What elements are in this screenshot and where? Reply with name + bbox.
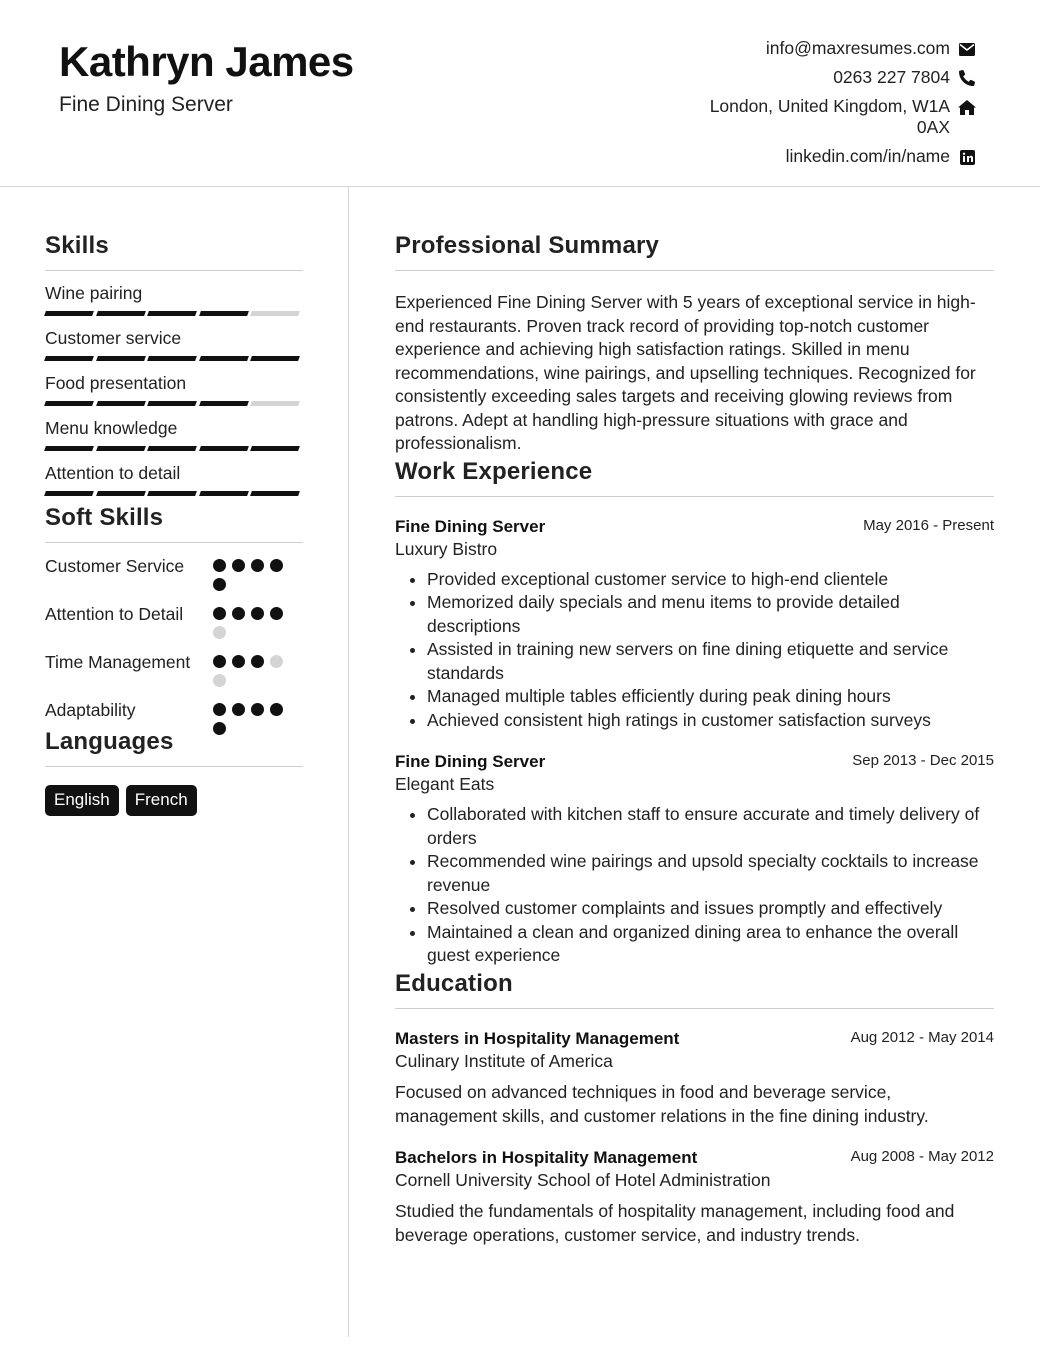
degree-name: Bachelors in Hospitality Management <box>395 1147 698 1167</box>
skill-name: Customer service <box>45 328 182 348</box>
skill-level-segment <box>199 356 248 361</box>
job-bullet: • Maintained a clean and organized dining area to enhance the overall guest experience <box>427 921 994 968</box>
job-dates: May 2016 - Present <box>863 516 994 534</box>
job-bullet: • Managed multiple tables efficiently during peak dining hours <box>427 685 994 709</box>
job-bullets <box>395 568 994 733</box>
phone-icon <box>958 69 976 87</box>
experience-list <box>395 517 994 968</box>
soft-skills-heading: Soft Skills <box>45 504 303 543</box>
contact-address <box>676 96 976 138</box>
soft-skill-row <box>45 603 303 639</box>
language-badge: French <box>126 785 197 816</box>
skill-level-segment <box>147 311 196 316</box>
skill-level-bar <box>45 356 303 361</box>
education-heading: Education <box>395 970 994 1009</box>
job-company: Elegant Eats <box>395 774 495 794</box>
rating-dot <box>232 703 245 716</box>
skill-level-segment <box>147 446 196 451</box>
candidate-name: Kathryn James <box>59 38 354 85</box>
contact-email[interactable] <box>676 38 976 59</box>
rating-dot <box>251 607 264 620</box>
skill-level-bar <box>45 446 303 451</box>
rating-dot <box>213 703 226 716</box>
job-dates: Sep 2013 - Dec 2015 <box>852 752 994 769</box>
soft-skill-row <box>45 555 303 591</box>
skill-level-segment <box>250 311 299 316</box>
job-position: Fine Dining Server <box>395 752 546 771</box>
job-header <box>395 752 994 772</box>
skill-level-segment <box>199 311 248 316</box>
languages-list <box>45 785 303 816</box>
language-badge: English <box>45 785 119 816</box>
job-bullet: • Collaborated with kitchen staff to ensure accurate and timely delivery of orders <box>427 803 994 850</box>
education-dates: Aug 2012 - May 2014 <box>850 1028 994 1046</box>
skill-level-segment <box>44 491 93 496</box>
resume-header <box>0 0 1040 187</box>
skill-level-segment <box>44 356 93 361</box>
rating-dot <box>213 655 226 668</box>
rating-dot <box>270 607 283 620</box>
rating-dot <box>232 655 245 668</box>
email-text: info@maxresumes.com <box>765 38 950 58</box>
job-position: Fine Dining Server <box>395 516 546 536</box>
skill-level-segment <box>199 491 248 496</box>
skill-level-segment <box>250 491 299 496</box>
degree-name: Masters in Hospitality Management <box>395 1028 680 1048</box>
job-header <box>395 517 994 537</box>
skill-level-segment <box>96 491 145 496</box>
rating-dot <box>213 559 226 572</box>
skills-list <box>45 283 303 496</box>
soft-skills-list <box>45 555 303 735</box>
skill-level-segment <box>96 401 145 406</box>
column-divider <box>348 187 349 1337</box>
skill-level-segment <box>147 401 196 406</box>
rating-dot <box>270 655 283 668</box>
job-bullet: • Recommended wine pairings and upsold specialty cocktails to increase revenue <box>427 850 994 897</box>
soft-skill-rating <box>213 555 293 591</box>
skill-level-segment <box>147 356 196 361</box>
phone-text: 0263 227 7804 <box>833 67 950 87</box>
job-bullet: • Assisted in training new servers on fine dining etiquette and service standards <box>427 638 994 685</box>
rating-dot <box>213 578 226 591</box>
rating-dot <box>251 703 264 716</box>
linkedin-text: linkedin.com/in/name <box>785 146 950 166</box>
skill-level-segment <box>250 356 299 361</box>
rating-dot <box>232 559 245 572</box>
education-description: Focused on advanced techniques in food and beverage service, management skills, and customer relations in the fine dining industry. <box>395 1081 929 1126</box>
job-bullets <box>395 803 994 968</box>
home-icon <box>958 98 976 116</box>
education-header <box>395 1148 994 1168</box>
experience-heading: Work Experience <box>395 458 994 497</box>
rating-dot <box>251 655 264 668</box>
skill-name: Attention to detail <box>45 463 181 483</box>
contact-list <box>676 38 976 175</box>
job-bullet: • Achieved consistent high ratings in customer satisfaction surveys <box>427 709 994 733</box>
job-title: Fine Dining Server <box>59 93 233 116</box>
linkedin-icon <box>958 148 976 166</box>
job-bullet: • Memorized daily specials and menu items to provide detailed descriptions <box>427 591 994 638</box>
languages-heading: Languages <box>45 728 303 767</box>
skill-level-segment <box>44 401 93 406</box>
rating-dot <box>232 607 245 620</box>
soft-skill-name: Attention to Detail <box>45 604 184 624</box>
education-header <box>395 1029 994 1049</box>
summary-heading: Professional Summary <box>395 232 994 271</box>
rating-dot <box>270 559 283 572</box>
education-list <box>395 1029 994 1247</box>
skill-level-segment <box>147 491 196 496</box>
soft-skill-name: Time Management <box>45 652 191 672</box>
skill-level-segment <box>44 446 93 451</box>
school-name: Culinary Institute of America <box>395 1050 613 1071</box>
skill-level-bar <box>45 401 303 406</box>
skill-name: Menu knowledge <box>45 418 178 438</box>
skill-level-segment <box>250 446 299 451</box>
school-name: Cornell University School of Hotel Administration <box>395 1169 771 1190</box>
job-bullet: • Provided exceptional customer service to high-end clientele <box>427 568 994 592</box>
rating-dot <box>213 626 226 639</box>
job-bullet: • Resolved customer complaints and issues promptly and effectively <box>427 897 994 921</box>
job-company: Luxury Bistro <box>395 538 498 559</box>
skill-level-bar <box>45 311 303 316</box>
skill-name: Food presentation <box>45 373 187 393</box>
education-description: Studied the fundamentals of hospitality management, including food and beverage operations, customer service, and industry trends. <box>395 1200 955 1245</box>
contact-linkedin[interactable] <box>676 146 976 167</box>
rating-dot <box>251 559 264 572</box>
skill-level-segment <box>96 356 145 361</box>
skill-level-segment <box>96 446 145 451</box>
envelope-icon <box>958 40 976 58</box>
sidebar <box>45 232 303 816</box>
skill-level-segment <box>96 311 145 316</box>
skill-level-segment <box>44 311 93 316</box>
address-text: London, United Kingdom, W1A 0AX <box>709 96 950 137</box>
soft-skill-rating <box>213 603 293 639</box>
skill-level-bar <box>45 491 303 496</box>
rating-dot <box>213 674 226 687</box>
soft-skill-rating <box>213 699 293 735</box>
skill-name: Wine pairing <box>45 283 143 303</box>
skill-level-segment <box>199 446 248 451</box>
education-dates: Aug 2008 - May 2012 <box>850 1147 994 1165</box>
rating-dot <box>213 722 226 735</box>
main-content <box>395 232 994 1247</box>
rating-dot <box>270 703 283 716</box>
soft-skill-rating <box>213 651 293 687</box>
soft-skill-row <box>45 651 303 687</box>
skills-heading: Skills <box>45 232 303 271</box>
skill-level-segment <box>199 401 248 406</box>
summary-text: Experienced Fine Dining Server with 5 years of exceptional service in high-end restaurants. Proven track record of providing top-notch customer experience and achieving high satisfaction ratings. Skilled in menu recommendations, wine pairings, and upselling techniques. Recognized for consistently exceeding sales targets and receiving glowing reviews from patrons. Adept at handling high-pressure situations with grace and professionalism. <box>395 292 976 453</box>
rating-dot <box>213 607 226 620</box>
soft-skill-name: Adaptability <box>45 700 136 720</box>
skill-level-segment <box>250 401 299 406</box>
contact-phone[interactable] <box>676 67 976 88</box>
soft-skill-name: Customer Service <box>45 556 185 576</box>
